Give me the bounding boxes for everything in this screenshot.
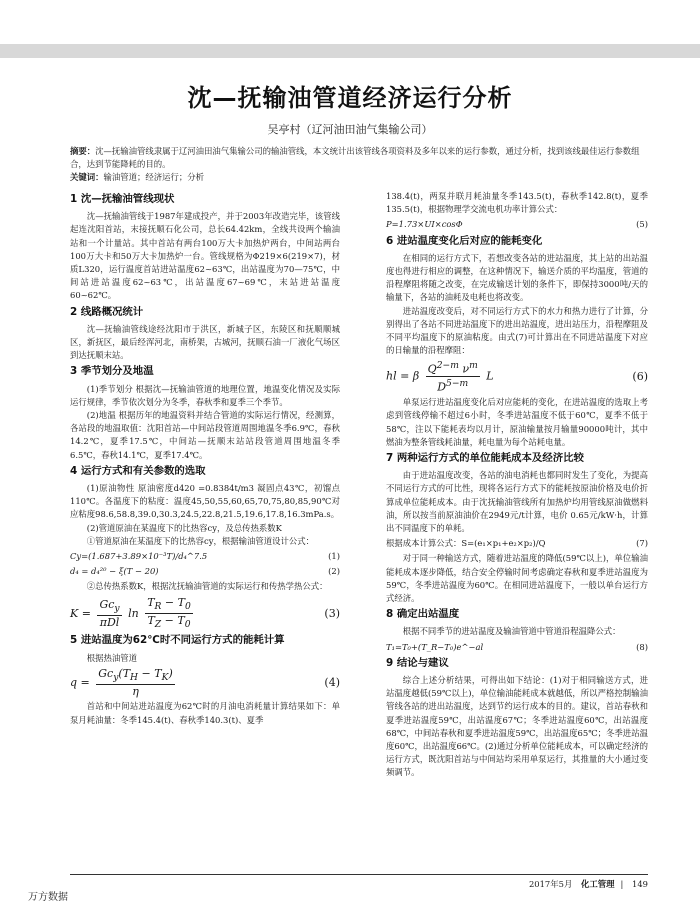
- section-5-continued: 138.4(t)，两泵并联月耗油量冬季143.5(t)，春秋季142.8(t)，夏季135.5(t)，根据物理学交流电机功率计算公式：: [386, 191, 648, 215]
- equation-2: d₄ = d₄²⁰ − ξ(T − 20) (2): [70, 566, 340, 577]
- section-7-text-3: 对于同一种输送方式，随着进站温度的降低(59℃以上)，单位输油能耗成本逐步降低，结合安全停输时间考虑确定春秋和夏季进站温度为59℃，冬季进站温度为60℃。在相同进站温度下，一般以单台运行方式经济。: [386, 553, 648, 603]
- section-8-text-1: 根据不同季节的进站温度及输油管道中管道沿程温降公式：: [402, 626, 621, 637]
- footer-journal: 化工管理: [581, 879, 615, 889]
- section-1-heading: 1 沈—抚输油管线现状: [70, 193, 175, 205]
- section-6-heading: 6 进站温度变化后对应的能耗变化: [386, 234, 543, 247]
- page-footer: 2017年5月 化工管理 | 149: [528, 879, 648, 889]
- equation-3: K = $\frac{Gc_y}{\text{πDl}}$ ln $\frac{T_R - T_0}{T_Z - T_0}$ (3): [70, 595, 340, 631]
- equation-1: Cy=(1.687+3.89×10⁻³T)/d₄^7.5 (1): [70, 551, 340, 562]
- section-2-heading: 2 线路概况统计: [70, 305, 144, 318]
- abstract-text: 沈—抚输油管线隶属于辽河油田油气集输公司的输油管线，本文统计出该管线各项资料及多年以来的运行参数，通过分析，找到该线最佳运行参数组合，达到节能降耗的目的。: [70, 146, 640, 169]
- section-9-heading: 9 结论与建议: [386, 656, 449, 669]
- author-line: 吴亭村（辽河油田油气集输公司）: [267, 123, 433, 136]
- header-bar: [0, 44, 700, 58]
- equation-4: q = $\frac{Gc_y(T_H - T_K)}{\eta}$ (4): [70, 666, 340, 699]
- section-3-text-1: (1)季节划分 根据沈—抚输油管道的地理位置，地温变化情况及实际运行规律，季节依次划分为冬季，春秋季和夏季三个季节。: [70, 383, 340, 407]
- section-9-text-1: 综合上述分析结果，可得出如下结论：(1)对于相同输送方式，进站温度越低(59℃以上)，单位输油能耗成本就越低，所以严格控制输油管线各站的进出站温度，达到节约运行成本的目的。建议，首站春秋和夏季进站温度59℃，出站温度67℃；冬季进站温度60℃，出站温度68℃，中间站春秋和夏季进站温度59℃，出站温度65℃；冬季进站温度60℃，出站温度66℃。(2)通过分析单位能耗成本，可以确定经济的运行方式，既沈阳首站与中间站均采用单泵运行，其推量的大小通过变频调节。: [386, 675, 648, 778]
- abstract-block: [70, 145, 644, 184]
- abstract-label: 摘要：: [70, 146, 96, 156]
- section-3-text-2: (2)地温 根据历年的地温资料并结合管道的实际运行情况，经测算，各站段的地温取值：沈阳首站—中间站段管道周围地温冬季6.9℃，春秋14.2℃，夏季17.5℃，中间站—抚顺末站站段管道周围地温冬季6.5℃，春秋14.1℃，夏季17.4℃。: [70, 410, 340, 460]
- wanfang-brand: 万方数据: [28, 892, 68, 903]
- section-6-text-2: 进站温度改变后，对不同运行方式下的水力和热力进行了计算，分别得出了各站不同进站温度下的进出站温度，进出站压力，沿程摩阻及不同平均温度下的原油粘度。由式(7)可计算出在不同进站温度下对应的日输量的沿程摩阻：: [386, 305, 648, 356]
- section-8-heading: 8 确定出站温度: [386, 608, 460, 621]
- section-4-text-2: (2)管道原油在某温度下的比热容cy，及总传热系数K: [86, 522, 282, 533]
- equation-7: 根据成本计算公式：S=(e₁×p₁+e₂×p₂)/Q (7): [386, 538, 648, 549]
- equation-6: hl = β $\frac{Q^{2-m} \nu^m}{D^{5-m}}$ L (6): [386, 360, 648, 394]
- footer-date: 2017年5月: [528, 879, 573, 889]
- section-4-heading: 4 运行方式和有关参数的选取: [70, 464, 206, 477]
- section-7-text-1: 由于进站温度改变，各站的油电消耗也都同时发生了变化，为提高不同运行方式的可比性，现将各运行方式下的能耗按原油价格及电价折算成单位能耗成本。由于沈抚输油管线所有加热炉均用管线原油做燃料油，所以按当前原油油价在2949元/t计算，电价 0.65元/kW·h，计算出不同温度下的单耗。: [386, 470, 648, 533]
- section-5-text-2: 首站和中间站进站温度为62℃时的月油电消耗量计算结果如下：单泵月耗油量：冬季145.4(t)、春秋季140.3(t)、夏季: [70, 701, 340, 725]
- keywords-text: 输油管道；经济运行；分析: [103, 172, 204, 182]
- equation-8: T₁=T₀+(T_R−T₀)e^−al (8): [386, 641, 648, 652]
- left-column: [70, 190, 340, 727]
- keywords-label: 关键词：: [70, 172, 104, 182]
- section-5-text-1: 根据热油管道: [86, 652, 138, 663]
- section-6-text-3: 单泵运行进站温度变化后对应能耗的变化，在进站温度的选取上考虑到管线停输不超过6小时，冬季进站温度不低于60℃，夏季不低于58℃，注以下能耗表均以月计，原油输量按月输量90000吨计，其中燃油为整条管线耗油量，耗电量为每个站耗电量。: [386, 397, 648, 447]
- section-3-heading: 3 季节划分及地温: [70, 365, 154, 378]
- section-1-text: 沈—抚输油管线于1987年建成投产，并于2003年改造完毕，该管线起连沈阳首站，末接抚顺石化公司，总长64.42km，全线共设两个输油站和一个计量站。其中首站有两台100万大卡加热炉两台，中间站两台100万大卡和50万大卡加热炉一台。管线规格为Φ219×6(219×7)，材质L320，运行温度首站进站温度62~63℃，出站温度为70—75℃，中间站进站温度62~63℃，出站温度67~69℃，末站进站温度60~62℃。: [70, 211, 340, 301]
- footer-divider: [70, 874, 648, 875]
- section-2-text: 沈—抚输油管线途经沈阳市于洪区，新城子区，东陵区和抚顺顺城区，新抚区，最后经浑河北，南桥架，古城河，抚顺石油一厂液化气场区到达抚顺末站。: [70, 323, 340, 361]
- footer-page-number: 149: [632, 879, 648, 889]
- section-4-text-1: (1)原油物性 原油密度d420 =0.8384t/m3 凝固点43℃，初馏点110℃。各温度下的粘度：温度45,50,55,60,65,70,75,80,85,90℃对应粘度98.6,58.8,39.0,30.3,24.5,22.8,21.5,19.6,17.8,16.3mPa.s。: [70, 483, 340, 520]
- equation-5: P=1.73×UI×cosΦ (5): [386, 219, 648, 230]
- right-column: [386, 190, 648, 780]
- section-5-heading: 5 进站温度为62℃时不同运行方式的能耗计算: [70, 634, 285, 647]
- section-4-text-3: ①管道原油在某温度下的比热容cy，根据输油管道设计公式：: [86, 535, 314, 546]
- page-title: 沈—抚输油管道经济运行分析: [187, 84, 513, 112]
- section-7-heading: 7 两种运行方式的单位能耗成本及经济比较: [386, 451, 584, 464]
- section-6-text-1: 在相同的运行方式下，若想改变各站的进站温度，其上站的出站温度也得进行相应的调整，在这种情况下，输送介质的平均温度，管道的沿程摩阻将随之改变，在完成输送计划的条件下，即保持3000吨/天的输量下，各站的油耗及电耗也将改变。: [386, 252, 648, 303]
- section-4-text-4: ②总传热系数K，根据沈抚输油管道的实际运行和传热学热公式：: [86, 581, 328, 592]
